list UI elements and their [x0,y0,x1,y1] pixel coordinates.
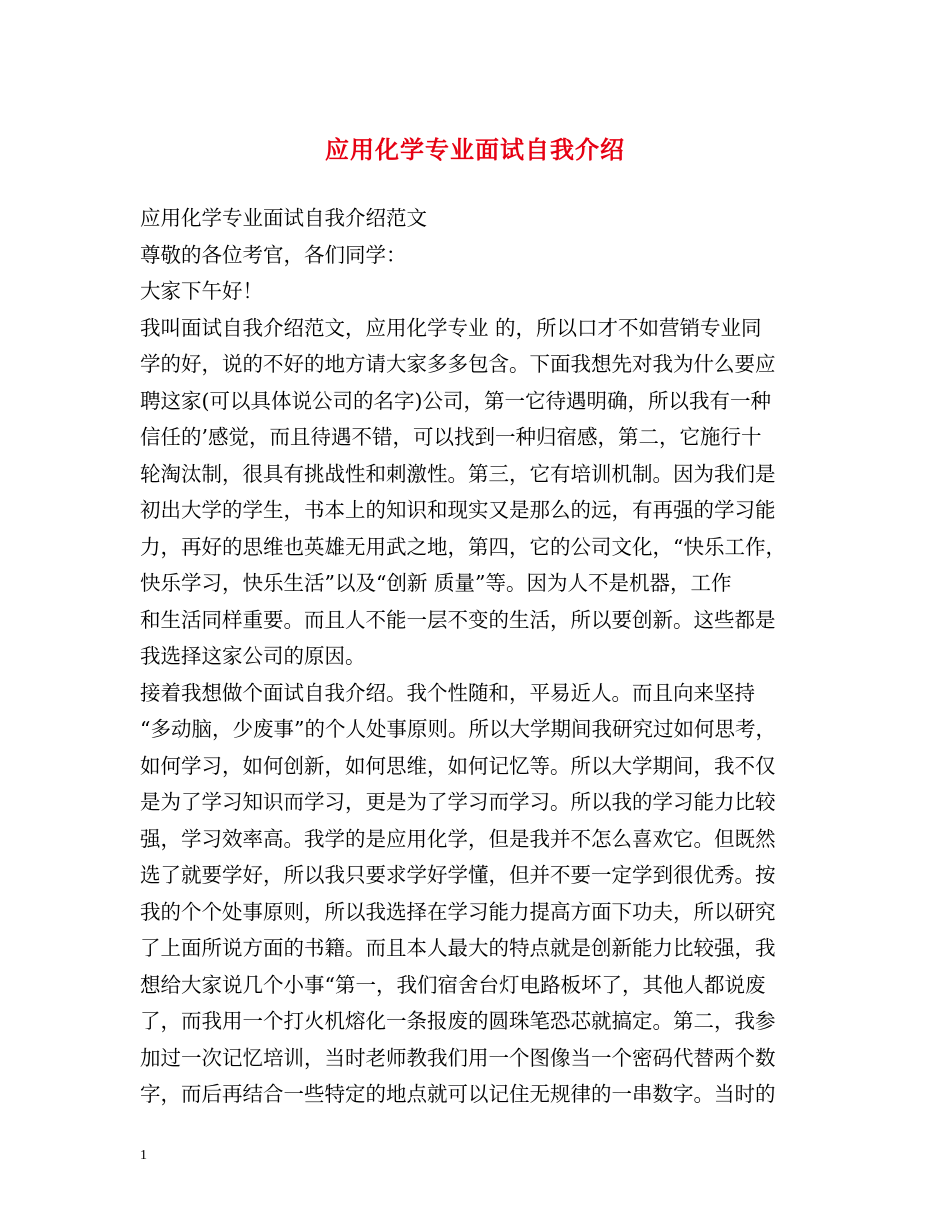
body-line: 字，而后再结合一些特定的地点就可以记住无规律的一串数字。当时的 [140,1082,776,1106]
body-line: 轮淘汰制，很具有挑战性和刺激性。第三，它有培训机制。因为我们是 [140,461,776,486]
body-line: 应用化学专业面试自我介绍范文 [140,206,427,230]
body-line: 加过一次记忆培训，当时老师教我们用一个图像当一个密码代替两个数 [140,1045,776,1070]
body-line: 信任的’感觉，而且待遇不错，可以找到一种归宿感，第二，它施行十 [140,425,762,449]
body-line: 初出大学的学生，书本上的知识和现实又是那么的远，有再强的学习能 [140,498,776,522]
body-line: 想给大家说几个小事“第一，我们宿舍台灯电路板坏了，其他人都说废 [140,972,766,997]
body-line: 如何学习，如何创新，如何思维，如何记忆等。所以大学期间，我不仅 [140,753,776,778]
body-line: 了，而我用一个打火机熔化一条报废的圆珠笔恐芯就搞定。第二，我参 [140,1009,776,1033]
body-line: 学的好，说的不好的地方请大家多多包含。下面我想先对我为什么要应 [140,352,776,376]
body-line: 我选择这家公司的原因。 [140,644,366,668]
document-body [140,200,820,1113]
page-number: 1 [140,1148,147,1163]
body-line: 力，再好的思维也英雄无用武之地，第四，它的公司文化，“快乐工作， [140,534,786,559]
body-line: 是为了学习知识而学习，更是为了学习而学习。所以我的学习能力比较 [140,790,776,814]
body-line: 和生活同样重要。而且人不能一层不变的生活，所以要创新。这些都是 [140,607,776,632]
body-line: 强，学习效率高。我学的是应用化学，但是我并不怎么喜欢它。但既然 [140,826,776,851]
body-line: “多动脑，少废事”的个人处事原则。所以大学期间我研究过如何思考， [140,717,776,741]
body-line: 聘这家(可以具体说公司的名字)公司，第一它待遇明确，所以我有一种 [140,388,771,413]
document-title: 应用化学专业面试自我介绍 [325,136,625,164]
body-line: 接着我想做个面试自我介绍。我个性随和，平易近人。而且向来坚持 [140,680,755,705]
body-line: 尊敬的各位考官，各们同学： [140,242,407,267]
body-line: 选了就要学好，所以我只要求学好学懂，但并不要一定学到很优秀。按 [140,863,776,887]
body-line: 了上面所说方面的书籍。而且本人最大的特点就是创新能力比较强，我 [140,936,776,960]
body-line: 大家下午好！ [140,279,263,303]
body-line: 快乐学习，快乐生活”以及“创新 质量”等。因为人不是机器，工作 [140,571,732,595]
body-line: 我叫面试自我介绍范文，应用化学专业 的，所以口才不如营销专业同 [140,315,762,340]
body-line: 我的个个处事原则，所以我选择在学习能力提高方面下功夫，所以研究 [140,899,776,924]
